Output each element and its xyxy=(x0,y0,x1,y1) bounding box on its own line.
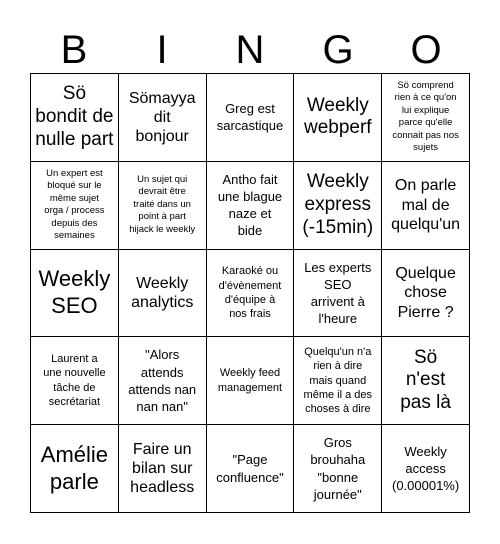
bingo-cell[interactable] xyxy=(382,162,470,250)
cell-label: Sö bondit de nulle part xyxy=(35,83,114,150)
bingo-cell[interactable] xyxy=(207,74,295,162)
bingo-header xyxy=(30,28,470,72)
bingo-cell[interactable] xyxy=(119,162,207,250)
bingo-cell[interactable] xyxy=(31,250,119,338)
cell-label: Karaoké ou d'évènement d'équipe à nos frais xyxy=(218,265,282,321)
bingo-cell[interactable] xyxy=(294,250,382,338)
cell-label: Weekly webperf xyxy=(303,94,372,139)
cell-label: Un expert est bloqué sur le même sujet orga / process depuis des semaines xyxy=(44,167,105,242)
header-letter-b: B xyxy=(60,28,88,72)
header-letter-i: I xyxy=(156,28,168,72)
bingo-cell[interactable] xyxy=(119,337,207,425)
bingo-cell[interactable] xyxy=(31,425,119,513)
bingo-cell[interactable] xyxy=(382,337,470,425)
bingo-cell[interactable] xyxy=(294,162,382,250)
cell-label: Amélie parle xyxy=(40,441,109,494)
cell-label: Weekly SEO xyxy=(38,266,111,318)
bingo-cell[interactable] xyxy=(294,74,382,162)
cell-label: "Page confluence" xyxy=(216,452,284,485)
bingo-cell[interactable] xyxy=(119,74,207,162)
bingo-cell[interactable] xyxy=(119,425,207,513)
bingo-board xyxy=(30,73,470,513)
bingo-cell[interactable] xyxy=(31,162,119,250)
bingo-cell[interactable] xyxy=(294,425,382,513)
cell-label: Quelqu'un n'a rien à dire mais quand même il a des choses à dire xyxy=(303,346,373,416)
bingo-cell[interactable] xyxy=(382,74,470,162)
cell-label: Quelque chose Pierre ? xyxy=(395,265,456,321)
bingo-cell[interactable] xyxy=(294,337,382,425)
cell-label: Sö n'est pas là xyxy=(400,346,451,414)
bingo-cell[interactable] xyxy=(119,250,207,338)
header-letter-o: O xyxy=(410,28,442,72)
cell-label: Weekly analytics xyxy=(131,274,194,311)
cell-label: Weekly feed management xyxy=(217,367,283,394)
cell-label: Laurent a une nouvelle tâche de secrétariat xyxy=(43,353,106,409)
bingo-cell[interactable] xyxy=(31,337,119,425)
cell-label: Un sujet qui devrait être traité dans un point à part hijack le weekly xyxy=(129,173,196,235)
bingo-cell[interactable] xyxy=(207,337,295,425)
bingo-cell[interactable] xyxy=(207,250,295,338)
header-letter-g: G xyxy=(322,28,354,72)
cell-label: Les experts SEO arrivent à l'heure xyxy=(304,259,372,327)
cell-label: "Alors attends attends nan nan nan" xyxy=(128,347,197,414)
cell-label: Weekly access (0.00001%) xyxy=(391,443,460,494)
bingo-cell[interactable] xyxy=(31,74,119,162)
bingo-cell[interactable] xyxy=(207,425,295,513)
cell-label: Greg est sarcastique xyxy=(216,101,284,134)
cell-label: Antho fait une blague naze et bide xyxy=(217,171,283,239)
cell-label: Sömayya dit bonjour xyxy=(128,89,196,145)
cell-label: On parle mal de quelqu'un xyxy=(391,177,461,233)
cell-label: Weekly express (-15min) xyxy=(302,171,374,238)
cell-label: Gros brouhaha "bonne journée" xyxy=(310,435,366,502)
bingo-cell[interactable] xyxy=(207,162,295,250)
bingo-cell[interactable] xyxy=(382,425,470,513)
cell-label: Faire un bilan sur headless xyxy=(130,440,195,497)
cell-label: Sö comprend rien à ce qu'on lui explique parce qu'elle connait pas nos sujets xyxy=(392,79,459,154)
header-letter-n: N xyxy=(235,28,265,72)
bingo-cell[interactable] xyxy=(382,250,470,338)
